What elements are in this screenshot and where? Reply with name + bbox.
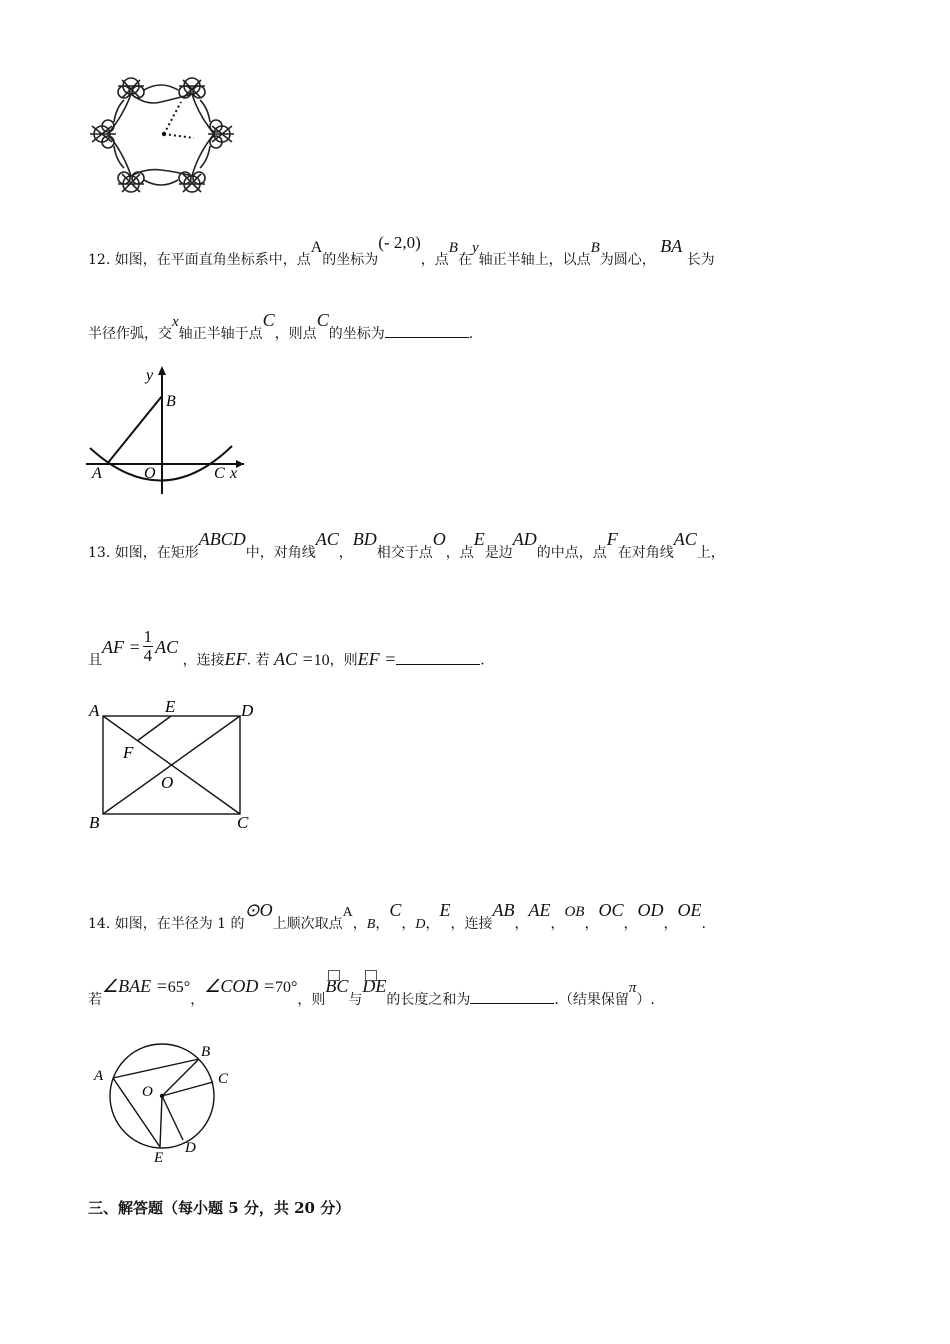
- question-number: 14.: [88, 916, 111, 932]
- answer-blank[interactable]: [385, 323, 469, 338]
- q12-line-2: 半径作弧，交x轴正半轴于点C，则点C的坐标为 .: [88, 310, 474, 342]
- svg-text:C: C: [214, 465, 225, 482]
- segment-ae: [113, 1078, 160, 1147]
- q14-circle-figure: [90, 1036, 250, 1166]
- svg-text:E: E: [165, 697, 176, 716]
- q13-rectangle-figure: [86, 696, 266, 836]
- q12-coordinate-figure: [86, 362, 256, 497]
- segment-ef: [137, 716, 171, 741]
- svg-text:x: x: [230, 465, 238, 482]
- svg-text:C: C: [218, 1071, 229, 1087]
- arc-bc: BC: [325, 976, 349, 996]
- svg-text:y: y: [146, 367, 154, 384]
- svg-text:A: A: [92, 465, 102, 482]
- svg-text:O: O: [161, 773, 174, 792]
- knot-hexagon-figure: [86, 72, 238, 202]
- svg-text:O: O: [142, 1084, 153, 1100]
- svg-text:D: D: [241, 701, 254, 720]
- svg-text:E: E: [154, 1150, 164, 1166]
- coord-a: (- 2,0): [378, 233, 421, 252]
- knot-left: [90, 120, 116, 148]
- svg-text:A: A: [89, 701, 100, 720]
- svg-text:C: C: [237, 813, 249, 832]
- fraction-one-quarter: $\frac{1}{4}$: [143, 627, 153, 665]
- segment-ab: [107, 396, 162, 464]
- q13-line-2: 且AF = $\frac{1}{4}$ AC ，连接EF. 若 AC =10，则EF = .: [88, 627, 485, 669]
- q13-line-1: 13. 如图，在矩形ABCD中，对角线AC，BD相交于点O，点E是边AD的中点，点F在对角线AC上，: [88, 529, 725, 561]
- segment-ab: [113, 1059, 199, 1078]
- svg-text:B: B: [201, 1044, 211, 1060]
- svg-text:B: B: [166, 393, 176, 410]
- answer-blank[interactable]: [396, 650, 480, 665]
- knot-right: [208, 120, 234, 148]
- question-number: 13.: [88, 545, 111, 561]
- section-heading: 三、解答题（每小题 5 分，共 20 分）: [88, 1199, 351, 1217]
- segment-oe: [160, 1096, 162, 1147]
- q14-line-1: 14. 如图，在半径为 1 的⊙O上顺次取点A，B，C，D，E，连接AB，AE，OB，OC，OD，OE.: [88, 900, 706, 932]
- point-a-label: A: [310, 239, 323, 256]
- svg-text:F: F: [123, 743, 134, 762]
- q12-line-1: 12. 如图，在平面直角坐标系中，点A的坐标为(- 2,0)，点B在y轴正半轴上，以点B为圆心， BA 长为: [88, 233, 715, 268]
- answer-blank[interactable]: [470, 989, 554, 1004]
- question-number: 12.: [88, 252, 111, 268]
- svg-text:A: A: [94, 1068, 104, 1084]
- svg-text:B: B: [89, 813, 100, 832]
- q14-line-2: 若∠BAE =65°，∠COD =70°，则BC与DE的长度之和为 .（结果保留π）.: [88, 976, 655, 1008]
- svg-text:O: O: [144, 465, 156, 482]
- svg-text:D: D: [185, 1140, 196, 1156]
- arc-de: DE: [362, 976, 387, 996]
- segment-od: [162, 1096, 183, 1140]
